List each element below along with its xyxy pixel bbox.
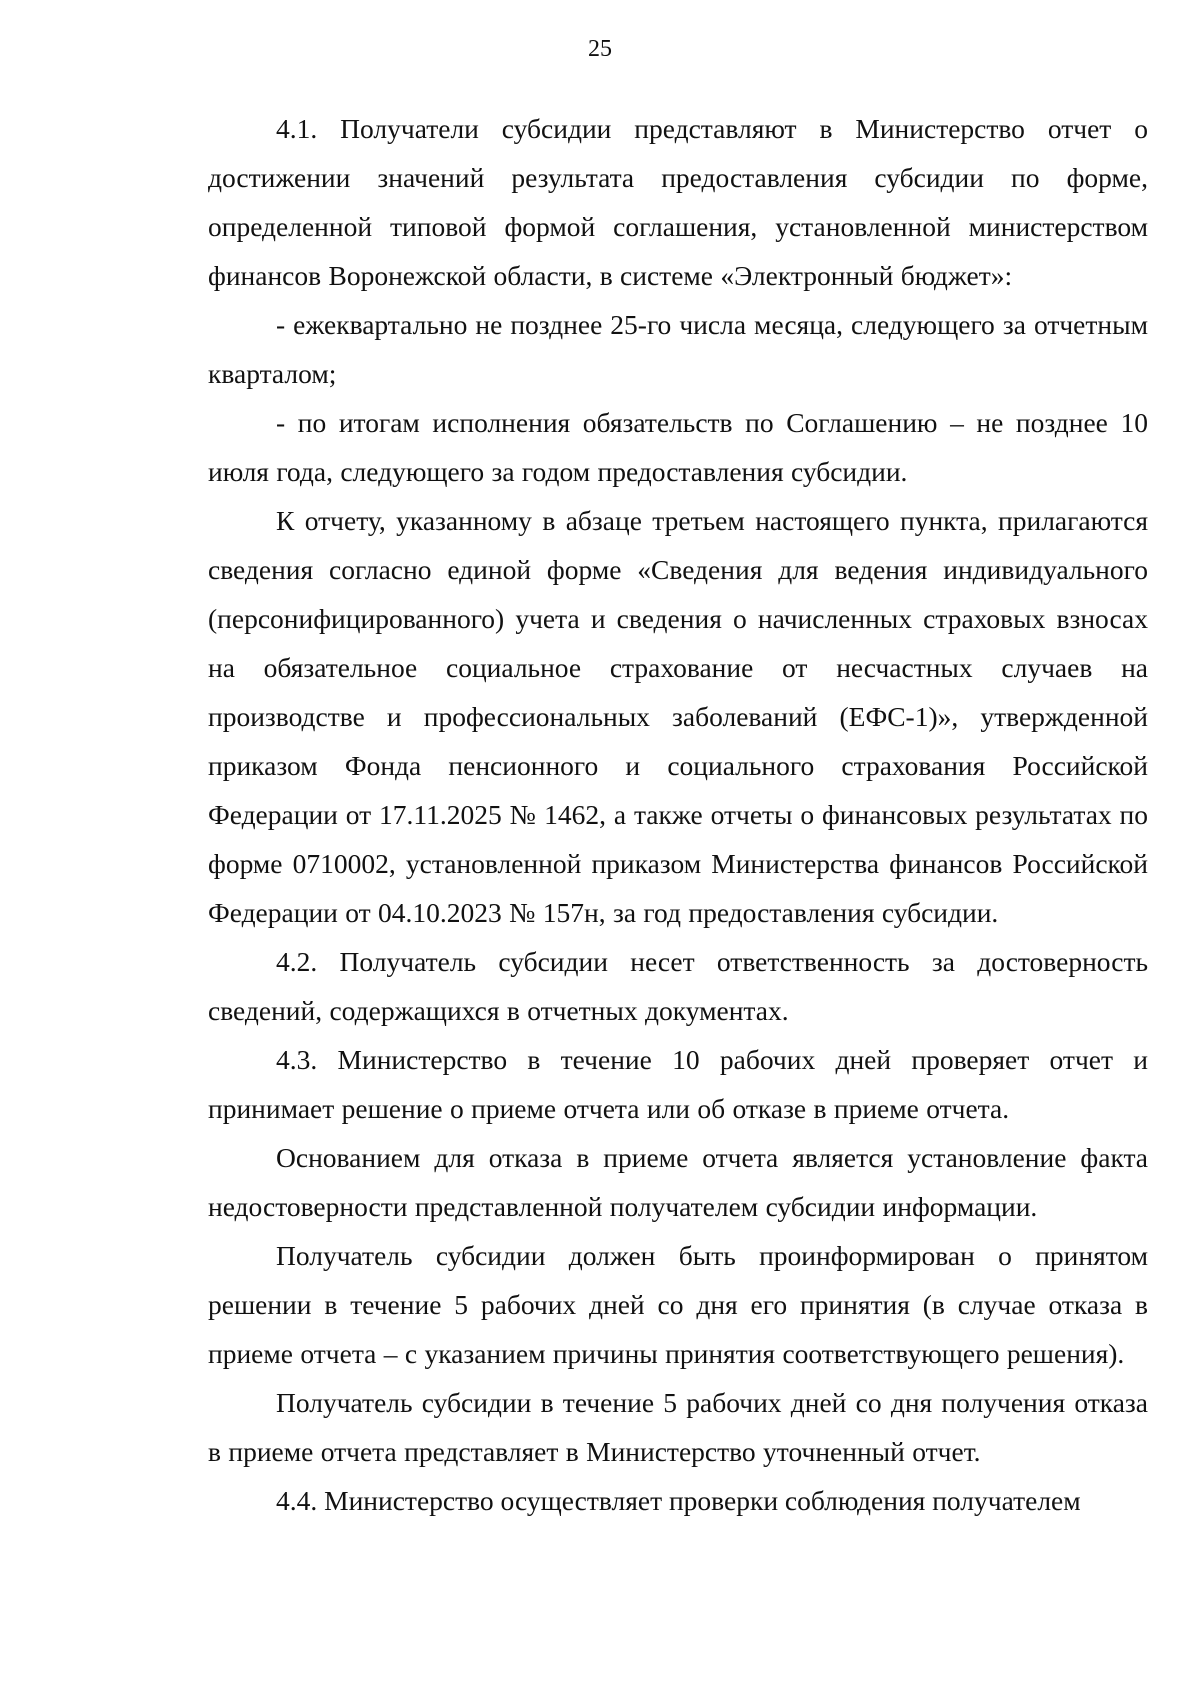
- paragraph-quarterly: - ежеквартально не позднее 25-го числа месяца, следующего за отчетным кварталом;: [208, 309, 1148, 389]
- paragraph-4-1: 4.1. Получатели субсидии представляют в Министерство отчет о достижении значений результата предоставления субсидии по форме, определенной типовой формой соглашения, установленной министерством финансов Воронежской области, в системе «Электронный бюджет»:: [208, 113, 1148, 291]
- paragraph-annual: - по итогам исполнения обязательств по Соглашению – не позднее 10 июля года, следующего за годом предоставления субсидии.: [208, 407, 1148, 487]
- paragraph-refusal-grounds: Основанием для отказа в приеме отчета является установление факта недостоверности представленной получателем субсидии информации.: [208, 1142, 1148, 1222]
- paragraph-corrected-report: Получатель субсидии в течение 5 рабочих дней со дня получения отказа в приеме отчета представляет в Министерство уточненный отчет.: [208, 1387, 1148, 1467]
- paragraph-4-2: 4.2. Получатель субсидии несет ответственность за достоверность сведений, содержащихся в отчетных документах.: [208, 946, 1148, 1026]
- paragraph-attachments: К отчету, указанному в абзаце третьем настоящего пункта, прилагаются сведения согласно единой форме «Сведения для ведения индивидуального (персонифицированного) учета и сведения о начисленных страховых взносах на обязательное социальное страхование от несчастных случаев на производстве и профессиональных заболеваний (ЕФС-1)», утвержденной приказом Фонда пенсионного и социального страхования Российской Федерации от 17.11.2025 № 1462, а также отчеты о финансовых результатах по форме 0710002, установленной приказом Министерства финансов Российской Федерации от 04.10.2023 № 157н, за год предоставления субсидии.: [208, 505, 1148, 928]
- paragraph-4-3: 4.3. Министерство в течение 10 рабочих дней проверяет отчет и принимает решение о приеме отчета или об отказе в приеме отчета.: [208, 1044, 1148, 1124]
- paragraph-notification: Получатель субсидии должен быть проинформирован о принятом решении в течение 5 рабочих дней со дня его принятия (в случае отказа в приеме отчета – с указанием причины принятия соответствующего решения).: [208, 1240, 1148, 1369]
- document-body: [208, 104, 1148, 1525]
- page-number: 25: [588, 36, 612, 62]
- paragraph-4-4: 4.4. Министерство осуществляет проверки соблюдения получателем: [276, 1485, 1081, 1516]
